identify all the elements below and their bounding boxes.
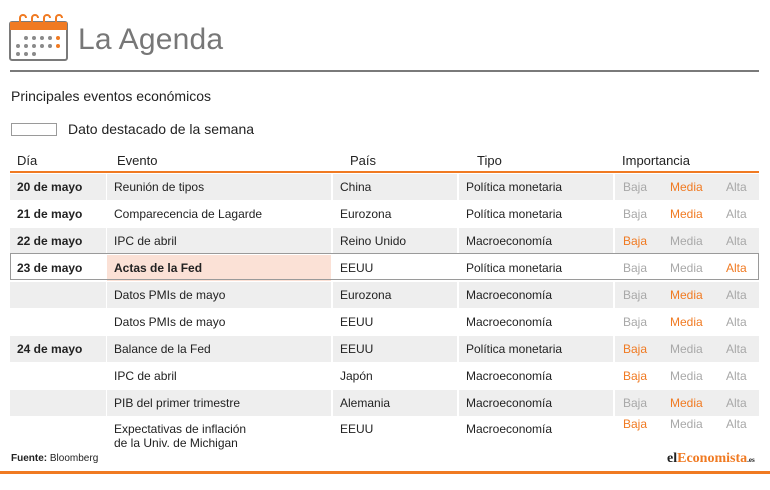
column-header-importancia: Importancia bbox=[622, 153, 690, 168]
cell-tipo: Macroeconomía bbox=[459, 282, 613, 308]
brand-part2: Economista bbox=[677, 451, 748, 466]
importance-alta: Alta bbox=[726, 417, 747, 431]
importance-baja: Baja bbox=[623, 180, 648, 194]
header bbox=[0, 0, 770, 74]
cell-pais: Japón bbox=[340, 369, 373, 383]
table-row bbox=[10, 308, 759, 335]
column-header-tipo: Tipo bbox=[477, 153, 502, 168]
calendar-icon bbox=[8, 14, 70, 62]
cell-evento: IPC de abril bbox=[114, 369, 177, 383]
cell-dia bbox=[10, 309, 106, 335]
brand-part1: el bbox=[667, 451, 678, 466]
importance-baja: Baja bbox=[623, 288, 648, 302]
importance-baja: Baja bbox=[623, 234, 648, 248]
cell-evento: IPC de abril bbox=[107, 228, 331, 254]
importance-alta: Alta bbox=[726, 369, 747, 383]
table-row bbox=[10, 173, 759, 200]
cell-tipo: Macroeconomía bbox=[466, 369, 553, 383]
subtitle: Principales eventos económicos bbox=[11, 88, 211, 104]
table-row bbox=[10, 416, 759, 454]
column-header-pais: País bbox=[350, 153, 377, 168]
table-row bbox=[10, 281, 759, 308]
cell-pais: Reino Unido bbox=[333, 228, 457, 254]
importance-alta: Alta bbox=[726, 180, 747, 194]
cell-tipo: Política monetaria bbox=[459, 174, 613, 200]
cell-importancia bbox=[615, 336, 759, 362]
cell-evento-line: Expectativas de inflación bbox=[114, 422, 247, 436]
cell-pais: China bbox=[333, 174, 457, 200]
table-row bbox=[10, 335, 759, 362]
cell-evento bbox=[107, 417, 331, 454]
cell-tipo: Macroeconomía bbox=[459, 228, 613, 254]
cell-pais: Alemania bbox=[333, 390, 457, 416]
importance-alta: Alta bbox=[726, 396, 747, 410]
importance-media: Media bbox=[670, 180, 703, 194]
cell-dia bbox=[10, 390, 106, 416]
importance-media: Media bbox=[670, 315, 703, 329]
cell-importancia bbox=[615, 174, 759, 200]
cell-importancia bbox=[615, 228, 759, 254]
cell-tipo: Política monetaria bbox=[459, 255, 613, 281]
importance-alta: Alta bbox=[726, 261, 747, 275]
cell-evento: PIB del primer trimestre bbox=[107, 390, 331, 416]
importance-media: Media bbox=[670, 369, 703, 383]
cell-importancia bbox=[615, 309, 759, 335]
importance-baja: Baja bbox=[623, 207, 648, 221]
cell-pais: Eurozona bbox=[333, 282, 457, 308]
source-value: Bloomberg bbox=[49, 453, 99, 464]
legend-label: Dato destacado de la semana bbox=[68, 121, 255, 137]
cell-importancia bbox=[615, 282, 759, 308]
cell-pais: Eurozona bbox=[340, 207, 392, 221]
importance-alta: Alta bbox=[726, 315, 747, 329]
importance-media: Media bbox=[670, 417, 703, 431]
header-divider bbox=[10, 70, 759, 72]
importance-baja: Baja bbox=[623, 369, 648, 383]
cell-dia: 23 de mayo bbox=[10, 255, 106, 281]
page-title: La Agenda bbox=[78, 23, 224, 56]
cell-importancia bbox=[615, 363, 759, 389]
source-note bbox=[11, 453, 98, 465]
importance-baja: Baja bbox=[623, 417, 648, 431]
cell-dia: 22 de mayo bbox=[10, 228, 106, 254]
table-row bbox=[10, 227, 759, 254]
highlight-border bbox=[10, 253, 759, 280]
cell-importancia bbox=[615, 201, 759, 227]
importance-alta: Alta bbox=[726, 207, 747, 221]
table-row bbox=[10, 200, 759, 227]
importance-alta: Alta bbox=[726, 288, 747, 302]
cell-evento: Actas de la Fed bbox=[107, 255, 331, 281]
cell-evento: Comparecencia de Lagarde bbox=[114, 207, 263, 221]
cell-tipo: Política monetaria bbox=[459, 336, 613, 362]
importance-media: Media bbox=[670, 234, 703, 248]
cell-dia bbox=[10, 282, 106, 308]
cell-evento: Balance de la Fed bbox=[107, 336, 331, 362]
table-row bbox=[10, 362, 759, 389]
importance-media: Media bbox=[670, 288, 703, 302]
cell-pais: EEUU bbox=[340, 422, 374, 436]
cell-dia: 24 de mayo bbox=[10, 336, 106, 362]
cell-evento: Datos PMIs de mayo bbox=[114, 315, 226, 329]
cell-dia: 21 de mayo bbox=[17, 207, 83, 221]
importance-baja: Baja bbox=[623, 261, 648, 275]
brand-part3: .es bbox=[747, 456, 755, 464]
cell-dia bbox=[10, 417, 106, 454]
importance-media: Media bbox=[670, 261, 703, 275]
column-header-evento: Evento bbox=[117, 153, 158, 168]
importance-alta: Alta bbox=[726, 234, 747, 248]
importance-media: Media bbox=[670, 207, 703, 221]
importance-alta: Alta bbox=[726, 342, 747, 356]
cell-pais: EEUU bbox=[333, 255, 457, 281]
cell-tipo: Macroeconomía bbox=[466, 315, 553, 329]
importance-media: Media bbox=[670, 342, 703, 356]
brand-logo bbox=[667, 451, 755, 468]
footer-accent-rule bbox=[0, 471, 770, 474]
cell-tipo: Macroeconomía bbox=[459, 390, 613, 416]
importance-media: Media bbox=[670, 396, 703, 410]
importance-baja: Baja bbox=[623, 315, 648, 329]
source-label: Fuente: bbox=[11, 453, 48, 464]
cell-importancia bbox=[615, 390, 759, 416]
cell-dia bbox=[10, 363, 106, 389]
column-header-dia: Día bbox=[17, 153, 38, 168]
cell-evento: Reunión de tipos bbox=[107, 174, 331, 200]
importance-baja: Baja bbox=[623, 342, 648, 356]
cell-importancia bbox=[615, 417, 759, 454]
cell-tipo: Macroeconomía bbox=[466, 422, 553, 436]
cell-pais: EEUU bbox=[333, 336, 457, 362]
importance-baja: Baja bbox=[623, 396, 648, 410]
cell-dia: 20 de mayo bbox=[10, 174, 106, 200]
cell-pais: EEUU bbox=[340, 315, 374, 329]
cell-evento-line: de la Univ. de Michigan bbox=[114, 436, 238, 450]
cell-evento: Datos PMIs de mayo bbox=[107, 282, 331, 308]
cell-tipo: Política monetaria bbox=[466, 207, 563, 221]
legend-swatch bbox=[11, 123, 57, 136]
table-row bbox=[10, 389, 759, 416]
